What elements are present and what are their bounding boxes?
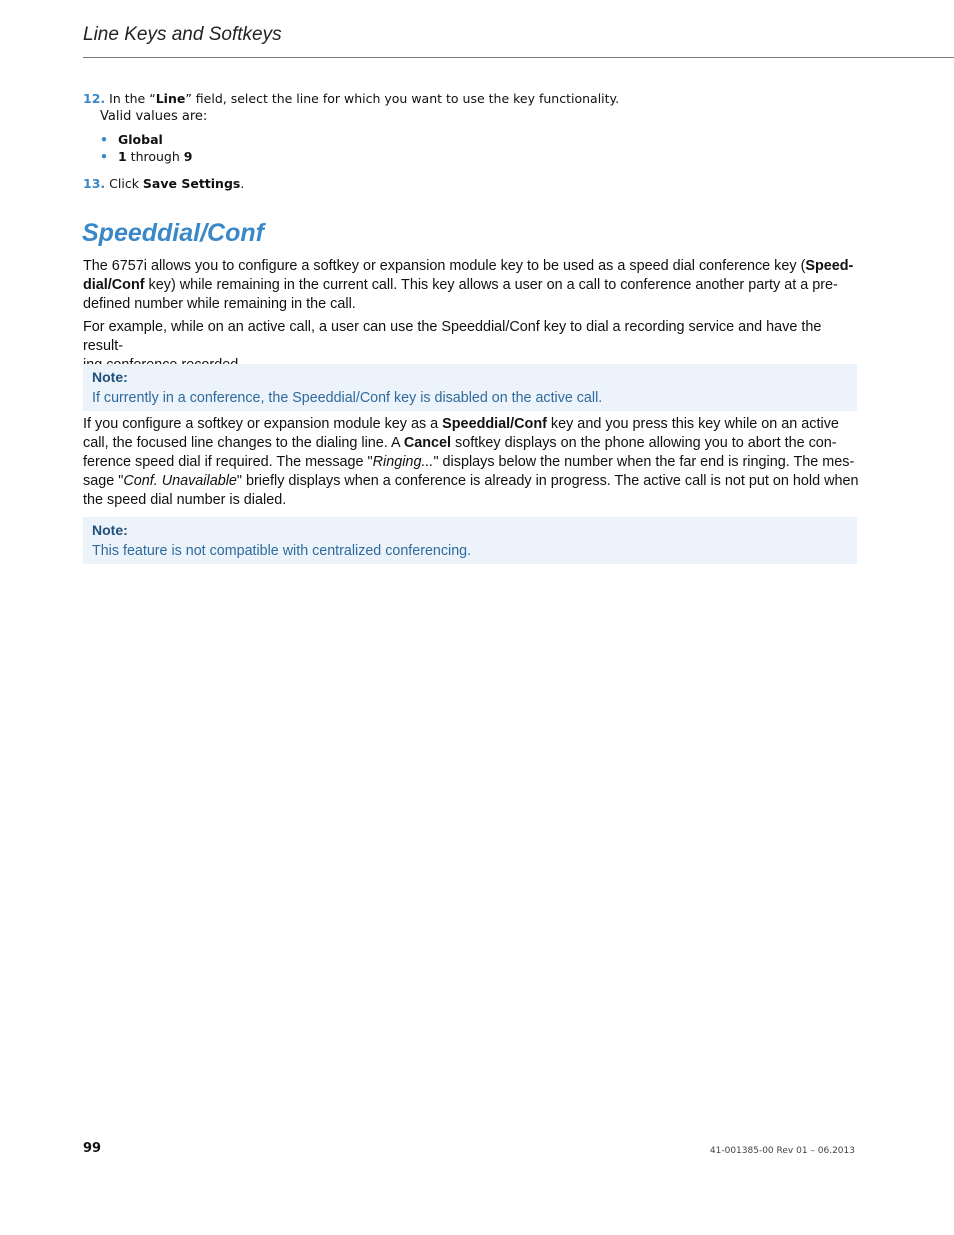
- field-name: Line: [155, 91, 186, 106]
- text-run: " briefly displays when a conference is already in progress. The active call is not put on hold when: [236, 473, 859, 489]
- text-run: The 6757i allows you to configure a softkey or expansion module key to be used as a speed dial conference key (: [83, 258, 806, 274]
- note-text: If currently in a conference, the Speeddial/Conf key is disabled on the active call.: [92, 390, 603, 406]
- paragraph-intro: [83, 257, 859, 314]
- text-run: ference speed dial if required. The message ": [83, 454, 373, 470]
- note-box: [83, 517, 857, 564]
- note-label: Note:: [92, 522, 128, 538]
- step-13: [83, 176, 244, 192]
- value-global: Global: [118, 132, 163, 147]
- text-bold: Cancel: [403, 435, 452, 451]
- step-text: Click: [109, 176, 143, 191]
- section-heading: Speeddial/Conf: [82, 219, 264, 247]
- text-run: call, the focused line changes to the dialing line. A: [83, 435, 404, 451]
- text-run: If you configure a softkey or expansion module key as a: [83, 416, 443, 432]
- text-run: softkey displays on the phone allowing you to abort the con-: [451, 435, 837, 451]
- text-run: key and you press this key while on an active: [546, 416, 839, 432]
- document-reference: 41-001385-00 Rev 01 – 06.2013: [709, 1146, 855, 1156]
- value-end: 9: [183, 149, 193, 164]
- list-item: [100, 148, 192, 165]
- step-number: 13.: [83, 176, 106, 191]
- page-number: 99: [83, 1141, 102, 1156]
- text-italic: Conf. Unavailable: [123, 473, 237, 489]
- button-name: Save Settings: [142, 176, 241, 191]
- paragraph-behavior: [83, 415, 859, 510]
- valid-values-list: [100, 131, 192, 165]
- text-run: the speed dial number is dialed.: [83, 492, 287, 508]
- text-bold: dial/Conf: [83, 277, 145, 293]
- text-italic: Ringing...: [372, 454, 434, 470]
- step-text: .: [240, 176, 245, 191]
- step-text: In the “: [109, 91, 156, 106]
- text-run: sage ": [83, 473, 124, 489]
- list-item: [100, 131, 192, 148]
- text-bold: Speed-: [805, 258, 854, 274]
- note-label: Note:: [92, 369, 128, 385]
- text-run: For example, while on an active call, a user can use the Speeddial/Conf key to dial a recording service and have the result-: [83, 319, 822, 354]
- valid-values-label: Valid values are:: [100, 109, 208, 124]
- text-run: " displays below the number when the far end is ringing. The mes-: [433, 454, 855, 470]
- text-run: key) while remaining in the current call. This key allows a user on a call to conference another party at a pre-: [144, 277, 838, 293]
- header-divider: [83, 57, 954, 58]
- note-box: [83, 364, 857, 411]
- step-text: ” field, select the line for which you want to use the key functionality.: [185, 91, 620, 106]
- bullet-icon: •: [100, 132, 108, 147]
- value-start: 1: [118, 149, 127, 164]
- step-number: 12.: [83, 91, 106, 106]
- text-run: defined number while remaining in the call.: [83, 296, 356, 312]
- bullet-icon: •: [100, 149, 108, 164]
- value-range-text: through: [126, 149, 184, 164]
- running-header-title: Line Keys and Softkeys: [83, 24, 282, 45]
- step-12: [83, 91, 619, 107]
- note-text: This feature is not compatible with centralized conferencing.: [92, 543, 472, 559]
- text-bold: Speeddial/Conf: [442, 416, 547, 432]
